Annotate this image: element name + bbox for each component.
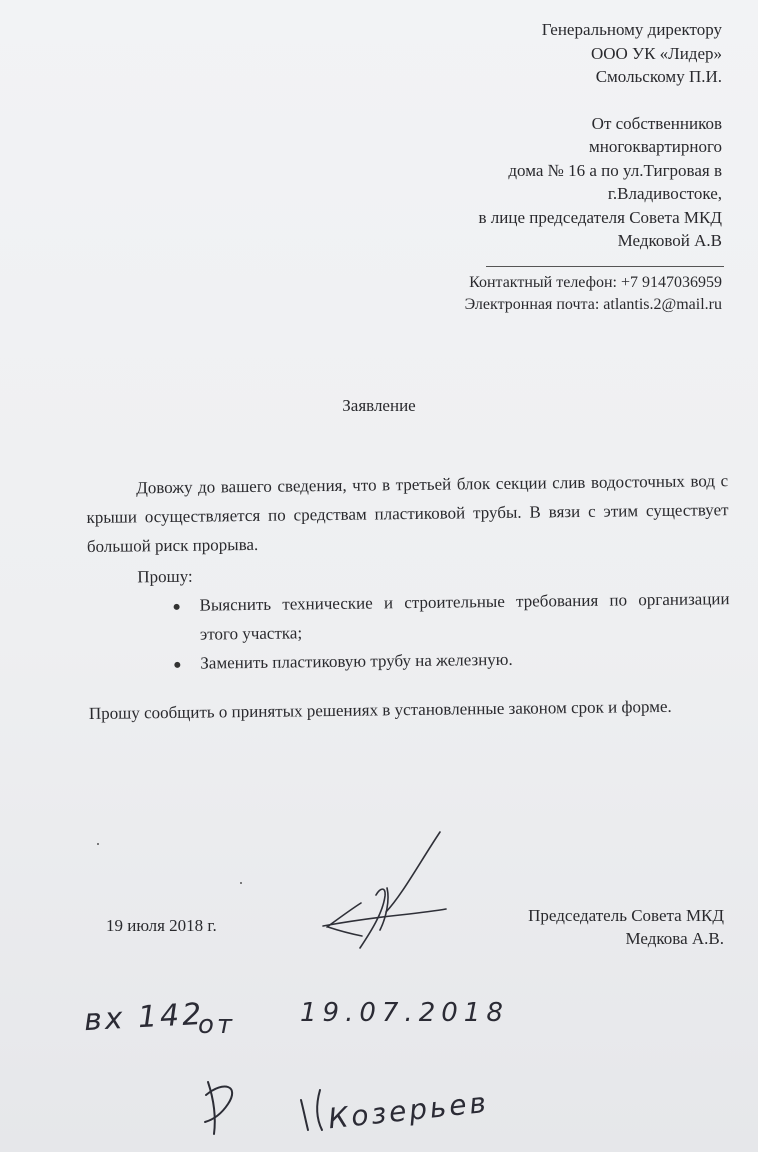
sender-line: дома № 16 а по ул.Тигровая в [508, 160, 722, 180]
signature-mark [323, 832, 446, 948]
sender-line: в лице председателя Совета МКД [478, 207, 722, 227]
body-paragraph: Довожу до вашего сведения, что в третьей блок секции слив водосточных вод с крыши осуществляется по средствам пластиковой трубы. В вязи с этим существует большой риск прорыва. [86, 471, 729, 556]
paper-speck [97, 843, 99, 845]
signer-name: Медкова А.В. [625, 929, 724, 948]
paper-speck [240, 882, 242, 884]
request-item: Выяснить технические и строительные требования по организации этого участка; [199, 584, 730, 648]
receiver-signature-marks [205, 1082, 322, 1134]
sender-line: Медковой А.В [617, 231, 722, 250]
addressee-line: ООО УК «Лидер» [590, 43, 722, 63]
contact-email: Электронная почта: atlantis.2@mail.ru [464, 296, 722, 313]
request-label: Прошу: [137, 566, 193, 587]
addressee-line: Генеральному директору [541, 20, 722, 39]
signer-title: Председатель Совета МКД [528, 906, 724, 925]
contact-phone: Контактный телефон: +7 9147036959 [469, 274, 722, 291]
handwritten-from: от [198, 1010, 236, 1040]
handwritten-receiver: Козерьев [326, 1085, 491, 1136]
sender-line: От собственников [591, 113, 722, 133]
sender-line: г.Владивостоке, [607, 184, 722, 203]
sender-line: многоквартирного [589, 137, 722, 156]
request-item: Заменить пластиковую трубу на железную. [200, 642, 730, 677]
closing-paragraph: Прошу сообщить о принятых решениях в установленные законом срок и форме. [88, 696, 672, 723]
document-date: 19 июля 2018 г. [106, 916, 217, 935]
handwritten-incoming-number: вх 142 [83, 996, 206, 1039]
document-title: Заявление [342, 396, 416, 415]
handwritten-incoming-date: 19.07.2018 [300, 998, 509, 1028]
addressee-line: Смольскому П.И. [595, 67, 722, 86]
